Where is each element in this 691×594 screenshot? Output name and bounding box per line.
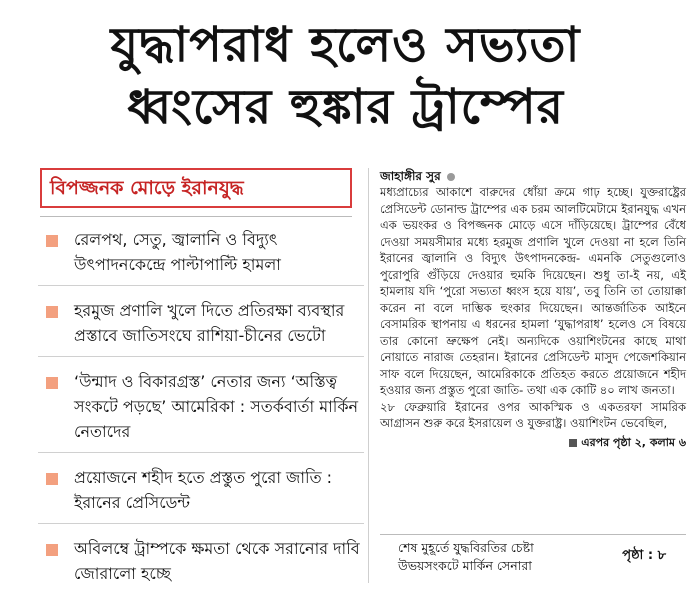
bullet-item — [38, 369, 364, 453]
footer-teaser-2: উভয়সংকটে মার্কিন সেনারা — [398, 558, 532, 573]
byline — [380, 168, 686, 184]
bullet-square-icon — [46, 306, 58, 318]
bullet-square-icon — [46, 544, 58, 556]
article-column — [380, 168, 686, 583]
bullet-text: অবিলম্বে ট্রাম্পকে ক্ষমতা থেকে সরানোর দাবি জোরালো হচ্ছে — [74, 539, 360, 583]
continue-text: এরপর পৃষ্ঠা ২, কলাম ৬ — [581, 435, 686, 449]
bullet-square-icon — [46, 377, 58, 389]
byline-dot-icon — [447, 173, 455, 181]
headline — [0, 0, 691, 156]
article-paragraph: ২৮ ফেব্রুয়ারি ইরানের ওপর আকস্মিক ও একতরফা সামরিক আগ্রাসন শুরু করে ইসরায়েল ও যুক্তরাষ্ট্র। ওয়াশিংটন ভেবেছিল, — [380, 399, 686, 430]
footer-page-ref: পৃষ্ঠা : ৮ — [622, 548, 666, 563]
bullet-item — [38, 227, 364, 286]
footer-box — [380, 534, 686, 584]
headline-line-2: ধ্বংসের হুঙ্কার ট্রাম্পের — [127, 79, 564, 135]
article-body — [380, 184, 686, 432]
footer-teaser-1: শেষ মুহূর্তে যুদ্ধবিরতির চেষ্টা — [398, 540, 534, 555]
bullet-text: ‘উন্মাদ ও বিকারগ্রস্ত’ নেতার জন্য ‘অস্তিত্ব সংকটে পড়ছে’ আমেরিকা : সতর্কবার্তা মার্কিন নেতাদের — [74, 372, 359, 441]
bullet-square-icon — [46, 235, 58, 247]
continue-note[interactable] — [380, 434, 686, 453]
bullet-text: প্রয়োজনে শহীদ হতে প্রস্তুত পুরো জাতি : ইরানের প্রেসিডেন্ট — [74, 468, 333, 512]
bullet-item — [38, 536, 364, 594]
kicker-box: বিপজ্জনক মোড়ে ইরানযুদ্ধ — [40, 168, 352, 208]
footer-teasers — [398, 539, 534, 575]
byline-text: জাহাঙ্গীর সুর — [380, 169, 441, 183]
bullet-text: হরমুজ প্রণালি খুলে দিতে প্রতিরক্ষা ব্যবস্থার প্রস্তাবে জাতিসংঘে রাশিয়া-চীনের ভেটো — [74, 301, 345, 345]
kicker-divider — [40, 216, 352, 217]
headline-line-1: যুদ্ধাপরাধ হলেও সভ্যতা — [110, 17, 581, 73]
bullet-list — [0, 227, 368, 594]
continue-square-icon — [569, 439, 577, 447]
bullet-square-icon — [46, 473, 58, 485]
article-paragraph: মধ্যপ্রাচ্যের আকাশে বারুদের ধোঁয়া ক্রমে গাঢ় হচ্ছে। যুক্তরাষ্ট্রের প্রেসিডেন্ট ডোনাল্ড ট্রাম্পের এক চরম আলটিমেটামে ইরানযুদ্ধ এখন এক ভয়ংকর ও বিপজ্জনক মোড়ে এসে দাঁড়িয়েছে। ট্রাম্পের বেঁধে দেওয়া সময়সীমার মধ্যে হরমুজ প্রণালি খুলে দেওয়া না হলে তিনি ইরানের জ্বালানি ও বিদ্যুৎ উৎপাদনকেন্দ্র- এমনকি সেতুগুলোও পুরোপুরি গুঁড়িয়ে দেওয়ার হুমকি দিয়েছেন। শুধু তা-ই নয়, এই হামলায় যদি ‘পুরো সভ্যতা ধ্বংস হয়ে যায়’, তবু তিনি তা তোয়াক্কা করেন না বলে দাম্ভিক হুংকার দিয়েছেন। আন্তর্জাতিক আইনে বেসামরিক স্থাপনায় এ ধরনের হামলা ‘যুদ্ধাপরাধ’ হলেও সে বিষয়ে তার কোনো ভ্রুক্ষেপ নেই। অন্যদিকে ওয়াশিংটনের কাছে মাথা নোয়াতে নারাজ তেহরান। ইরানের প্রেসিডেন্ট মাসুদ পেজেশকিয়ান সাফ বলে দিয়েছেন, আমেরিকাকে প্রতিহত করতে প্রয়োজনে শহীদ হওয়ার জন্য প্রস্তুত পুরো জাতি- তথা এক কোটি ৪০ লাখ জনতা। — [380, 185, 686, 397]
bullet-item — [38, 465, 364, 524]
bullet-item — [38, 298, 364, 357]
left-column — [0, 168, 369, 583]
bullet-text: রেলপথ, সেতু, জ্বালানি ও বিদ্যুৎ উৎপাদনকেন্দ্রে পাল্টাপাল্টি হামলা — [74, 230, 281, 274]
